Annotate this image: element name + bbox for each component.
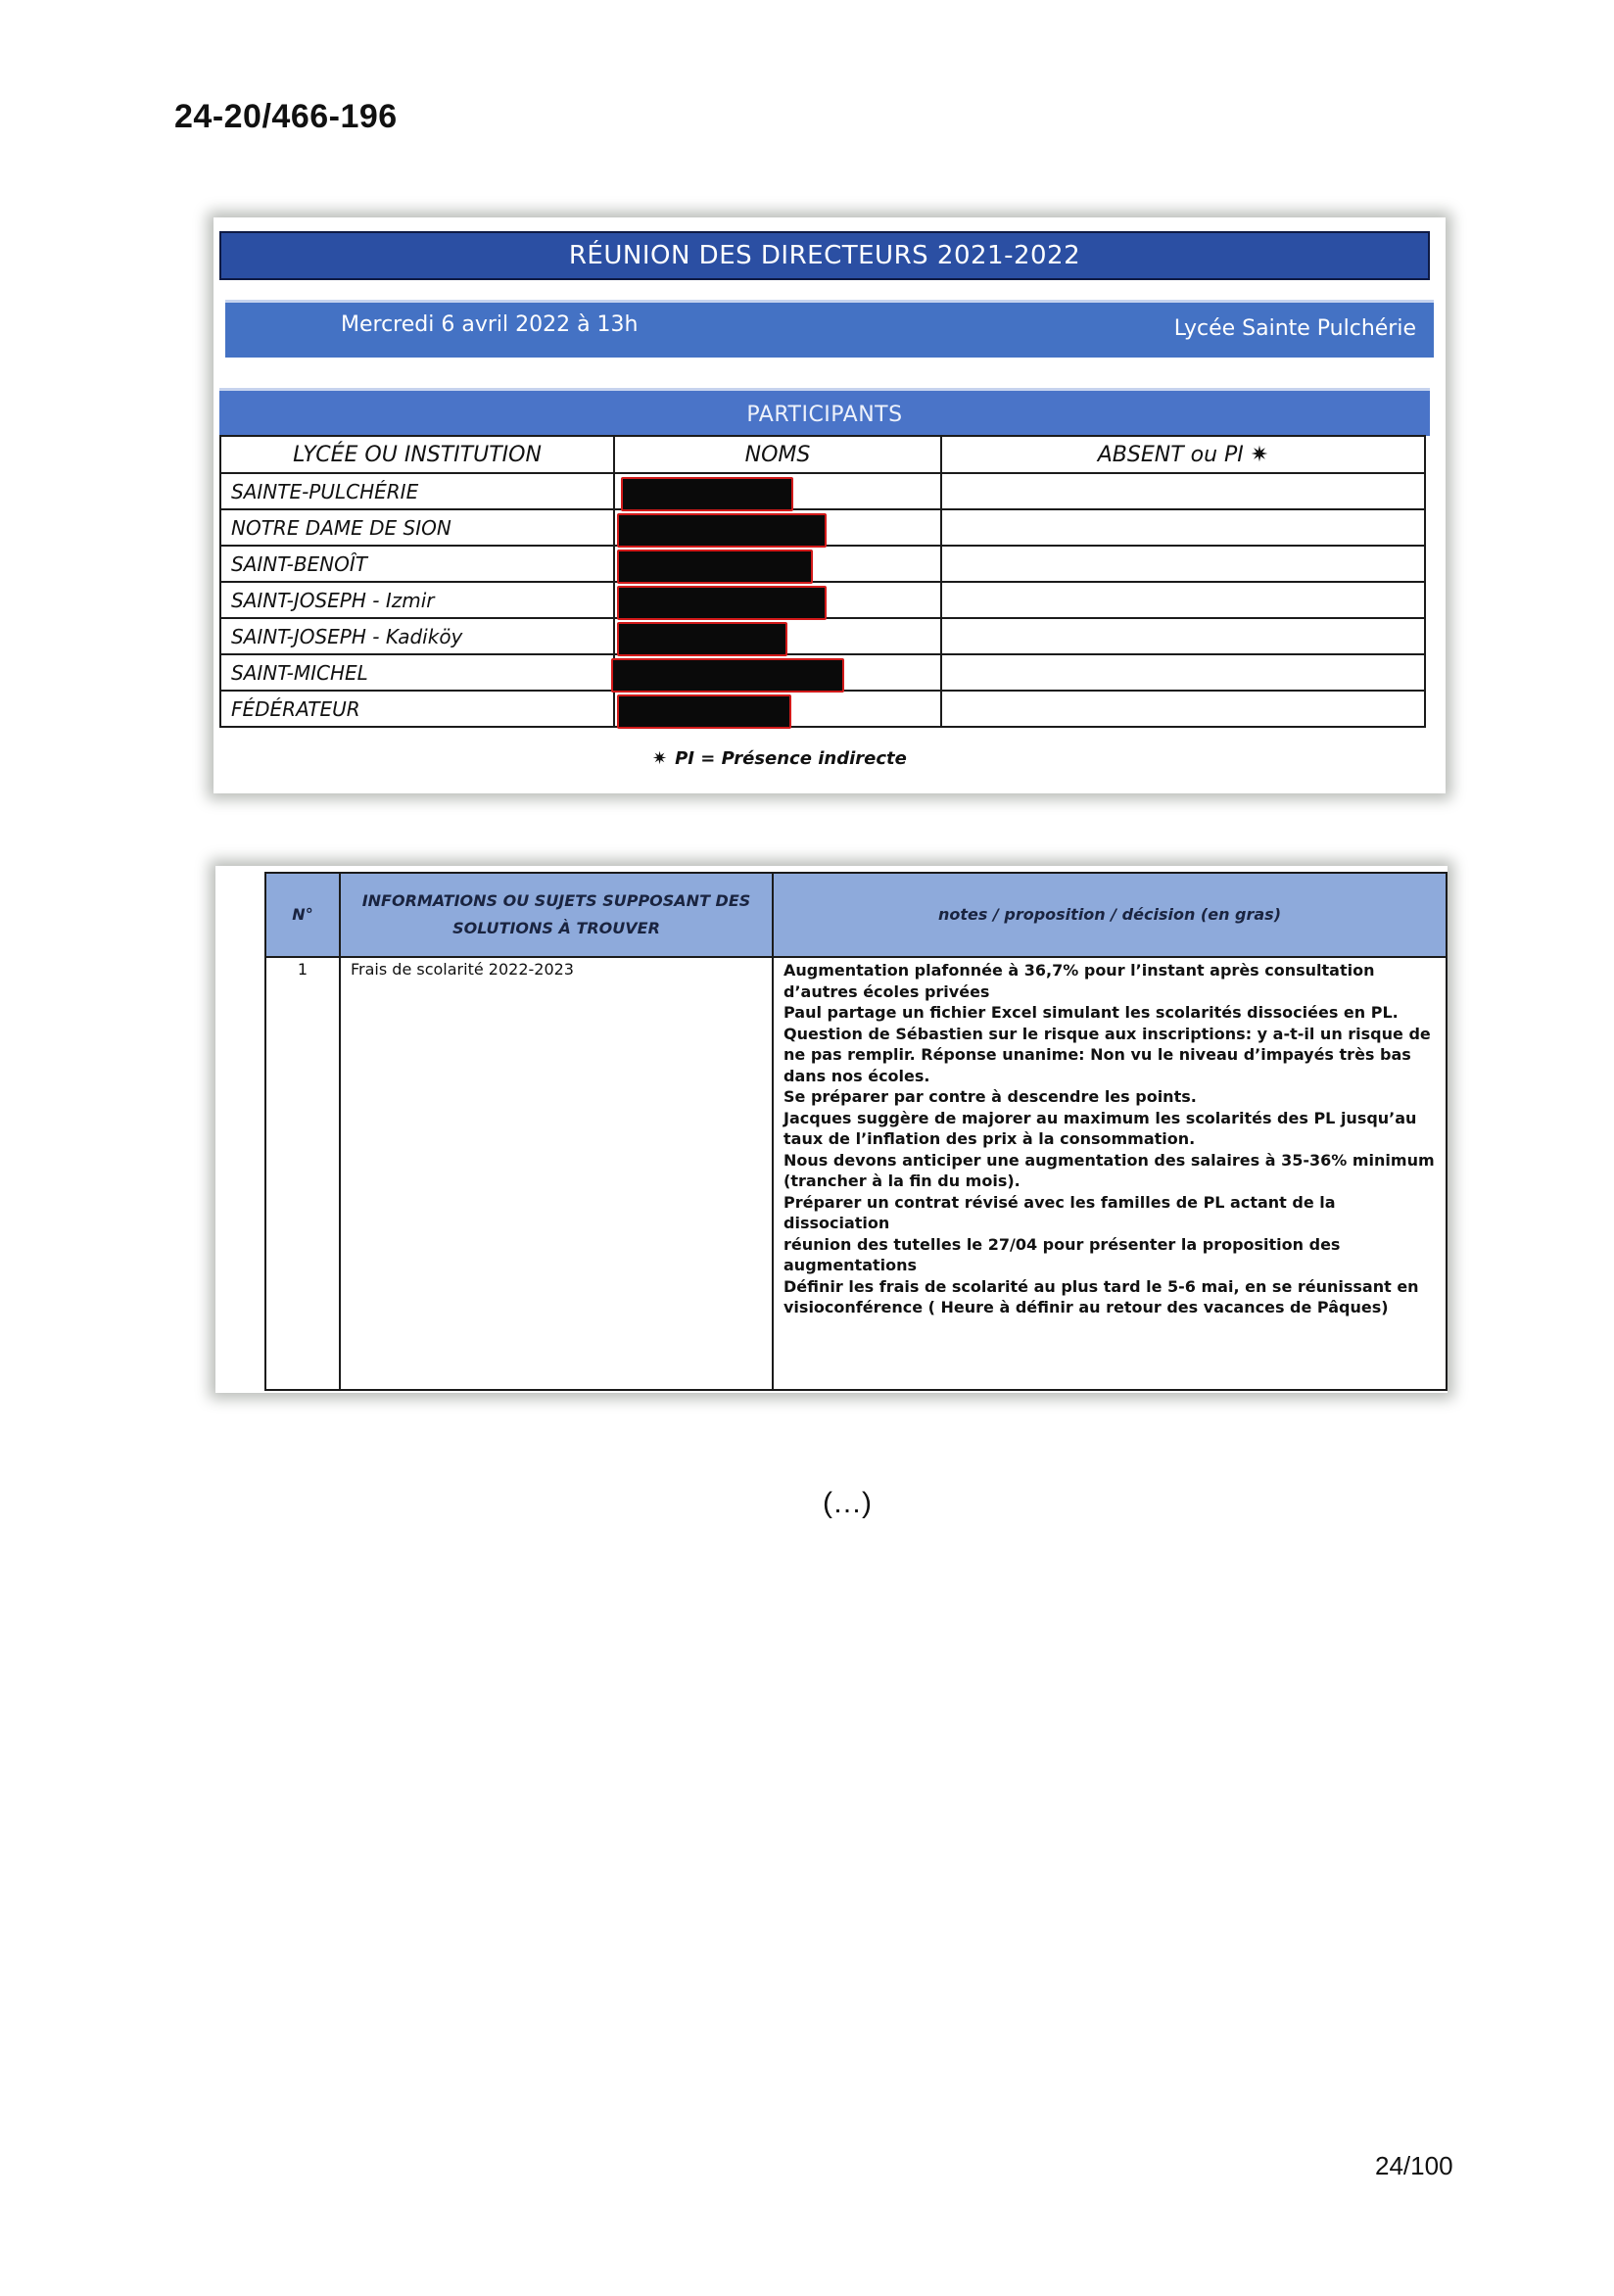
note-line: Définir les frais de scolarité au plus tard le 5-6 mai, en se réunissant en visioconférence ( Heure à définir au retour des vacances de Pâques) [783, 1276, 1419, 1316]
participant-row [220, 691, 1425, 727]
column-header-number: N° [265, 873, 340, 957]
participants-table [219, 435, 1426, 728]
note-line: Nous devons anticiper une augmentation des salaires à 35-36% minimum (trancher à la fin du mois). [783, 1150, 1435, 1190]
agenda-panel [215, 866, 1448, 1393]
note-line: Préparer un contrat révisé avec les familles de PL actant de la dissociation [783, 1192, 1336, 1232]
page-number: 24/100 [1375, 2151, 1453, 2180]
redaction-block [621, 477, 793, 511]
participant-row [220, 509, 1425, 546]
names-cell [614, 654, 941, 691]
date-location-bar [225, 300, 1434, 358]
names-cell [614, 473, 941, 509]
column-header-names: NOMS [614, 436, 941, 473]
meeting-location: Lycée Sainte Pulchérie [1173, 316, 1416, 341]
column-header-subject: INFORMATIONS OU SUJETS SUPPOSANT DES SOLUTIONS À TROUVER [340, 873, 773, 957]
participants-header-row [220, 436, 1425, 473]
redaction-block [617, 586, 827, 620]
absent-cell [941, 546, 1425, 582]
participant-row [220, 546, 1425, 582]
participant-row [220, 654, 1425, 691]
agenda-header-row [265, 873, 1447, 957]
names-cell [614, 691, 941, 727]
pi-legend-text: PI = Présence indirecte [675, 748, 907, 769]
agenda-table [264, 872, 1448, 1391]
document-reference: 24-20/466-196 [174, 98, 398, 135]
column-header-absent: ABSENT ou PI ✷ [941, 436, 1425, 473]
absent-cell [941, 691, 1425, 727]
note-line: Jacques suggère de majorer au maximum les scolarités des PL jusqu’au taux de l’inflation des prix à la consommation. [783, 1108, 1417, 1148]
meeting-header-panel [214, 217, 1446, 793]
asterisk-icon: ✷ [652, 748, 668, 769]
redaction-block [617, 694, 791, 729]
institution-cell: NOTRE DAME DE SION [220, 509, 614, 546]
note-line: réunion des tutelles le 27/04 pour présenter la proposition des augmentations [783, 1234, 1341, 1274]
agenda-row [265, 957, 1447, 1390]
pi-legend [652, 748, 907, 769]
column-header-notes: notes / proposition / décision (en gras) [773, 873, 1447, 957]
institution-cell: SAINTE-PULCHÉRIE [220, 473, 614, 509]
participants-heading: PARTICIPANTS [219, 388, 1430, 436]
absent-cell [941, 618, 1425, 654]
participant-row [220, 618, 1425, 654]
institution-cell: SAINT-BENOÎT [220, 546, 614, 582]
note-line: Paul partage un fichier Excel simulant les scolarités dissociées en PL. Question de Sébastien sur le risque aux inscriptions: y a-t-il un risque de ne pas remplir. Réponse unanime: Non vu le niveau d’impayés très bas dans nos écoles. [783, 1003, 1431, 1085]
names-cell [614, 509, 941, 546]
note-line: Augmentation plafonnée à 36,7% pour l’instant après consultation d’autres écoles privées [783, 961, 1375, 1001]
absent-cell [941, 582, 1425, 618]
meeting-title: RÉUNION DES DIRECTEURS 2021-2022 [219, 231, 1430, 280]
absent-cell [941, 473, 1425, 509]
absent-cell [941, 509, 1425, 546]
note-line: Se préparer par contre à descendre les points. [783, 1087, 1197, 1106]
institution-cell: FÉDÉRATEUR [220, 691, 614, 727]
names-cell [614, 582, 941, 618]
institution-cell: SAINT-MICHEL [220, 654, 614, 691]
institution-cell: SAINT-JOSEPH - Izmir [220, 582, 614, 618]
item-number: 1 [265, 957, 340, 1390]
participant-row [220, 473, 1425, 509]
redaction-block [617, 513, 827, 548]
redaction-block [617, 550, 813, 584]
column-header-institution: LYCÉE OU INSTITUTION [220, 436, 614, 473]
absent-cell [941, 654, 1425, 691]
institution-cell: SAINT-JOSEPH - Kadiköy [220, 618, 614, 654]
item-notes [773, 957, 1447, 1390]
names-cell [614, 618, 941, 654]
item-subject: Frais de scolarité 2022-2023 [340, 957, 773, 1390]
meeting-date: Mercredi 6 avril 2022 à 13h [341, 312, 639, 337]
ellipsis: (…) [823, 1487, 872, 1519]
redaction-block [611, 658, 844, 693]
participant-row [220, 582, 1425, 618]
names-cell [614, 546, 941, 582]
redaction-block [617, 622, 787, 656]
